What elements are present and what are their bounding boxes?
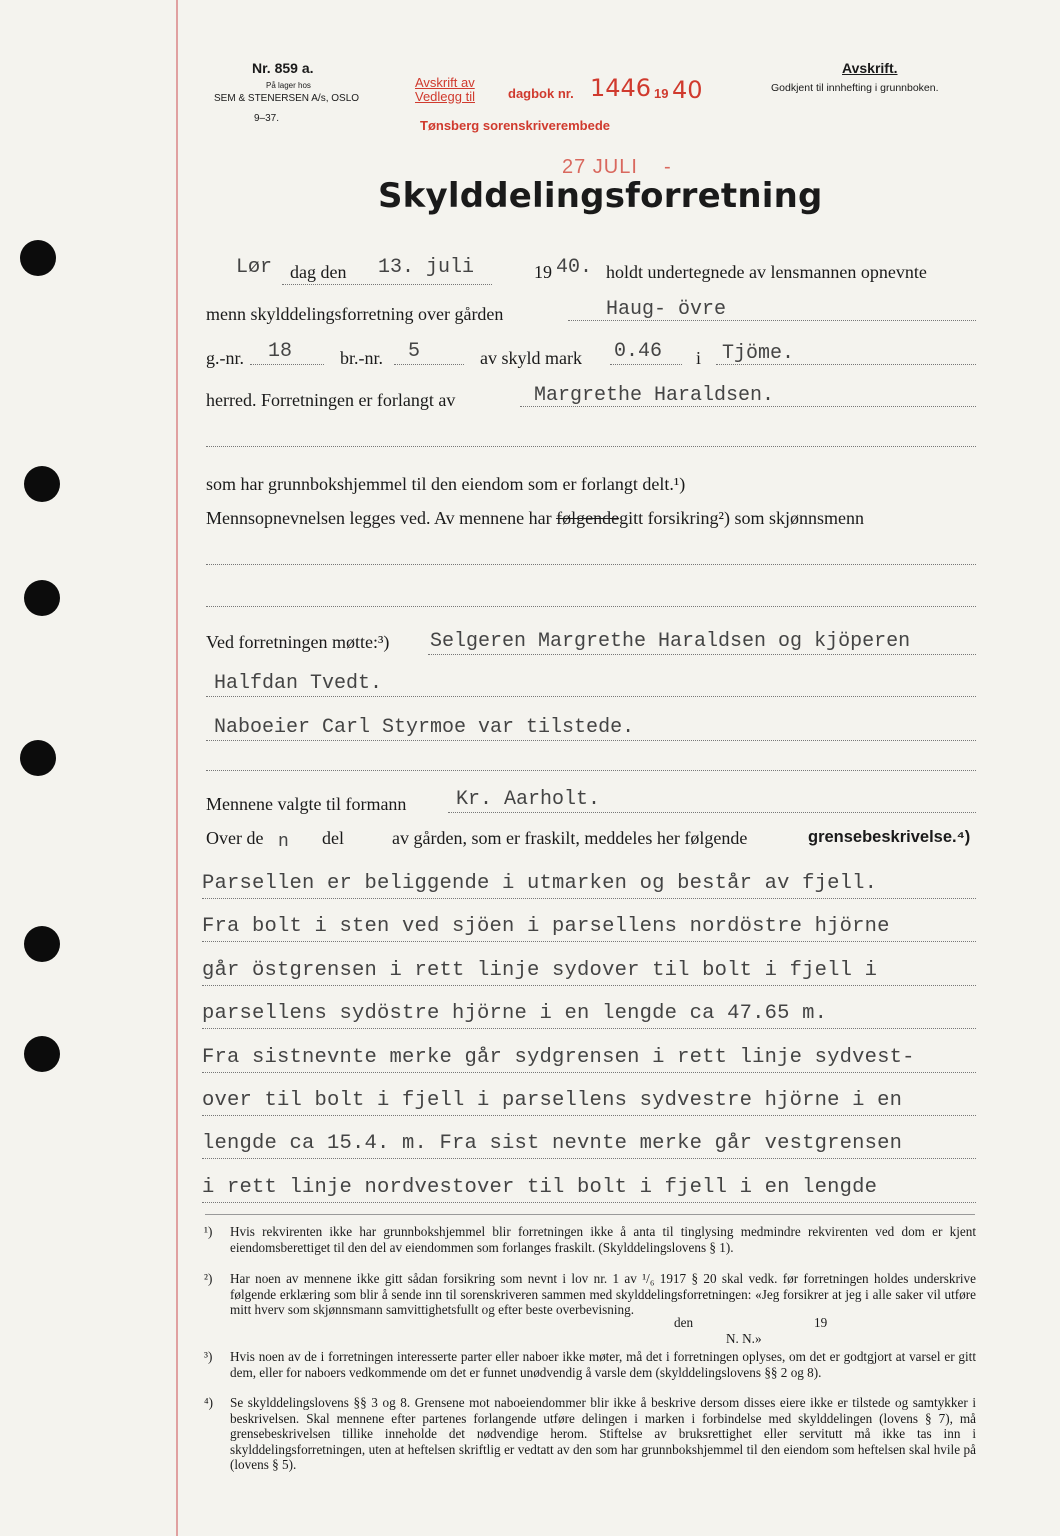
bnr-value: 5 [408,340,421,363]
bnr-label: br.-nr. [340,348,383,368]
grense-label: grensebeskrivelse.⁴) [808,828,971,846]
gnr-label: g.-nr. [206,348,244,368]
footnote: ⁴) Se skylddelingslovens §§ 3 og 8. Grensene mot naboeiendommer blir ikke å beskrive dersom disses eiere ikke er tilstede og samtykker i beskrivelsen. Skal mennene efter partenes forlangende utføre delingen i marken i forbindelse med skylddelingen (lovens § 7), må grensebeskrivelsen tillike inneholde det nødvendige herom. Stiftelse av bruksrettighet eller servitutt må ikke tas inn i skylddelingsforretningen, uten at heftelsen skriftlig er vedtatt av den som har grunnbokshjemmel til den eiendom som heftelsen skal hvile på (lovens § 5). [204,1395,976,1472]
margin-line [176,0,178,1536]
grunnbok-text: som har grunnbokshjemmel til den eiendom som er forlangt delt.¹) [206,474,686,494]
municipality: Tjöme. [722,342,795,365]
avskrift-label: Avskrift. [842,60,898,76]
footnote-divider [205,1214,975,1215]
held-text: holdt undertegnede av lensmannen opnevnte [606,262,927,282]
menns-text: Mennsopnevnelsen legges ved. Av mennene har følgendegitt forsikring²) som skjønnsmenn [206,508,864,528]
description-underline [202,1202,976,1203]
description-line: går östgrensen i rett linje sydover til bolt i fjell i [202,958,878,982]
description-underline [202,941,976,942]
over-n: n [278,832,289,852]
requested-by: Margrethe Haraldsen. [534,384,775,407]
form-date-value: 13. juli [378,256,475,279]
description-line: parsellens sydöstre hjörne i en lengde ca 47.65 m. [202,1002,828,1026]
description-line: over til bolt i fjell i parsellens sydvestre hjörne i en [202,1089,903,1112]
stamp-dagbok: dagbok nr. [508,86,574,101]
punch-hole [20,740,56,776]
publisher-line: SEM & STENERSEN A/s, OSLO [214,93,360,104]
punch-hole [20,240,56,276]
herred-text: herred. Forretningen er forlangt av [206,390,456,410]
attendees-line: Selgeren Margrethe Haraldsen og kjöperen [430,630,911,653]
description-underline [202,1115,976,1116]
punch-hole [24,466,60,502]
farm-name: Haug- övre [606,298,727,321]
year-prefix-label: 19 [534,262,552,282]
ved-label: Ved forretningen møtte:³) [206,632,390,652]
dag-den-label: dag den [290,262,347,282]
description-line: Fra bolt i sten ved sjöen i parsellens nordöstre hjörne [202,915,890,939]
form-number: Nr. 859 a. [252,60,314,76]
description-line: i rett linje nordvestover til bolt i fjell i en lengde [202,1175,878,1199]
description-line: Parsellen er beliggende i utmarken og består av fjell. [202,872,878,895]
attendees-line: Naboeier Carl Styrmoe var tilstede. [214,716,635,739]
description-underline [202,1028,976,1029]
year-value: 40. [556,256,593,279]
dagbok-number: 1446 [590,74,652,102]
description-line: Fra sistnevnte merke går sydgrensen i rett linje sydvest- [202,1045,915,1069]
stamp-text: Avskrift av Vedlegg til [415,75,475,104]
year-suffix: 40 [672,76,703,104]
over-de-label: Over de [206,828,264,848]
date-stamp-mark: - [664,156,671,178]
attendees-line: Halfdan Tvedt. [214,672,383,695]
footnote: ¹) Hvis rekvirenten ikke har grunnbokshjemmel blir forretningen ikke å anta til tinglysing medmindre rekvirenten ved dom er kjent eiendomsberettiget til den del av eiendommen som forlanges fraskilt. (Skylddelingslovens § 1). [204,1224,976,1255]
year-prefix: 19 [654,86,669,101]
description-line: lengde ca 15.4. m. Fra sist nevnte merke går vestgrensen [202,1132,903,1156]
signature-year: 19 [814,1315,828,1330]
menn-text: menn skylddelingsforretning over gården [206,304,504,324]
over-rest: av gården, som er fraskilt, meddeles her følgende [392,828,748,848]
stamp-office: Tønsberg sorenskriverembede [420,118,611,133]
formann-name: Kr. Aarholt. [456,788,601,811]
signature-nn: N. N.» [726,1331,762,1346]
punch-hole [24,580,60,616]
footnote: ³) Hvis noen av de i forretningen interesserte parter eller naboer ikke møter, må det i forretningen oplyses, om det er godtgjort at varsel er gitt dem, eller for naboers vedkommende om det er funnet unødvendig å varsle dem (skylddelingslovens §§ 2 og 8). [204,1349,976,1380]
signature-den: den [674,1315,694,1330]
date-stamp: 27 JULI [562,156,638,178]
page-title: Skylddelingsforretning [378,176,823,216]
skyld-value: 0.46 [614,340,663,363]
formann-label: Mennene valgte til formann [206,794,407,814]
weekday: Lør [236,256,273,279]
punch-hole [24,926,60,962]
i-label: i [696,348,702,368]
description-underline [202,1158,976,1159]
form-date: 9–37. [254,113,280,124]
description-underline [202,985,976,986]
publisher-line: På lager hos [266,81,311,90]
gnr-value: 18 [268,340,293,363]
avskrift-subtitle: Godkjent til innhefting i grunnboken. [771,82,939,94]
punch-hole [24,1036,60,1072]
description-underline [202,898,976,899]
skyld-label: av skyld mark [480,348,582,368]
del-label: del [322,828,344,848]
description-underline [202,1072,976,1073]
footnote: ²) Har noen av mennene ikke gitt sådan forsikring som nevnt i lov nr. 1 av ¹/₆ 1917 § 20 skal vedk. før forretningen holdes underskrive følgende erklæring som blir å sende inn til sorenskriveren sammen med skylddelingsforretningen: «Jeg forsikrer at jeg i alle saker vil utføre mitt hverv som skjønnsmann samvittighetsfullt og efter beste overbevisning. [204,1271,976,1317]
